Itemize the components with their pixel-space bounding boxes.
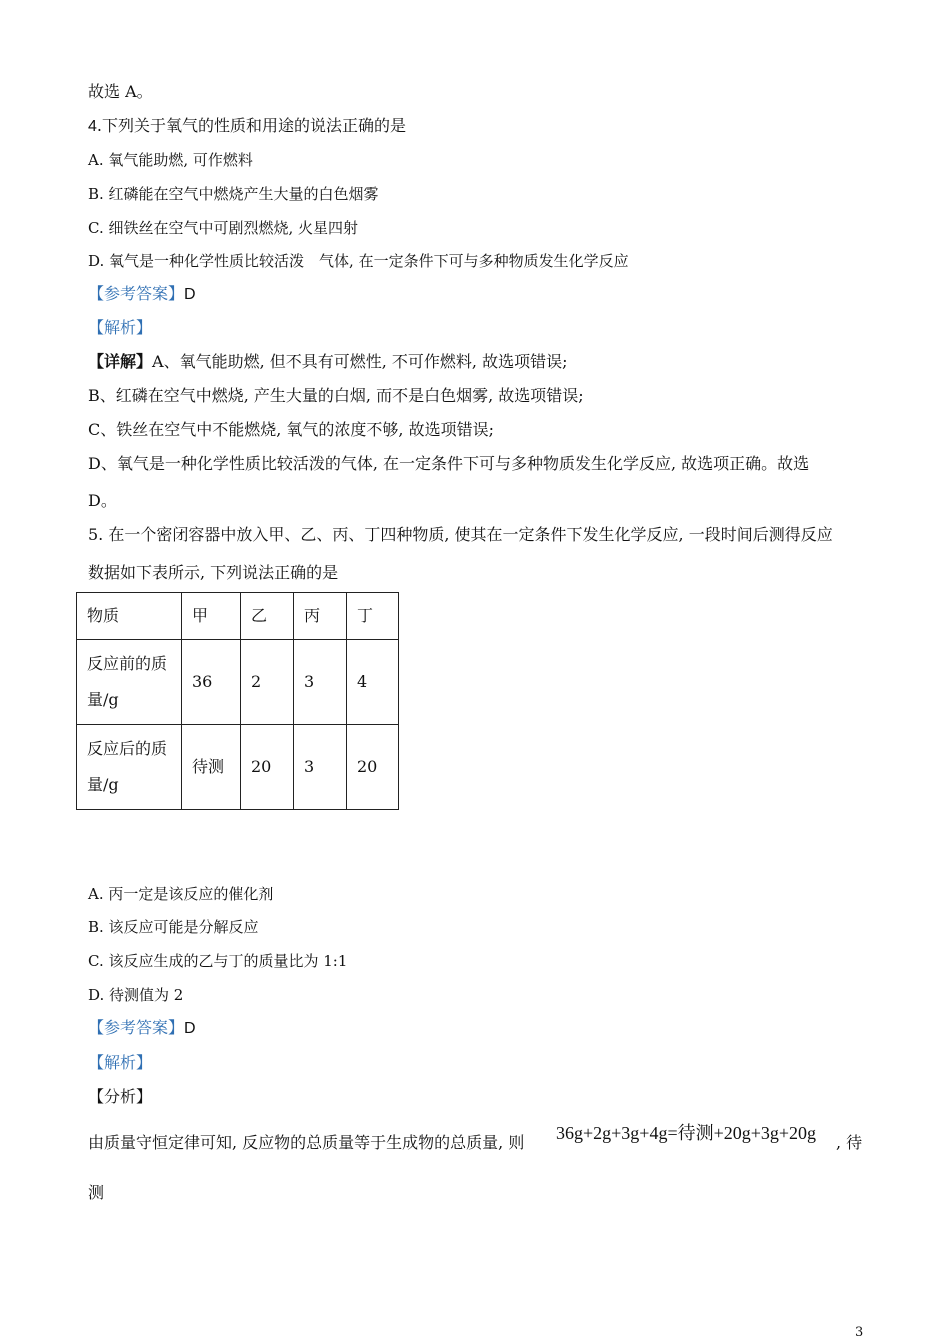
analysis-label: 【解析】 bbox=[88, 1053, 153, 1072]
option-a: A. 丙一定是该反应的催化剂 bbox=[88, 885, 274, 903]
option-d: D. 氧气是一种化学性质比较活泼 气体, 在一定条件下可与多种物质发生化学反应 bbox=[88, 252, 629, 270]
answer-label: 【参考答案】 bbox=[88, 1018, 185, 1037]
detail-line-c: C、铁丝在空气中不能燃烧, 氧气的浓度不够, 故选项错误; bbox=[88, 420, 494, 439]
detail-line-d-cont: D。 bbox=[88, 491, 117, 510]
text-line: 故选 A。 bbox=[88, 82, 153, 101]
detail-line-b: B、红磷在空气中燃烧, 产生大量的白烟, 而不是白色烟雾, 故选项错误; bbox=[88, 386, 584, 405]
table-cell: 36 bbox=[182, 640, 241, 725]
answer-label: 【参考答案】 bbox=[88, 284, 185, 303]
table-cell: 甲 bbox=[182, 593, 241, 640]
table-cell: 反应后的质量/g bbox=[77, 725, 182, 810]
table-cell: 丙 bbox=[294, 593, 347, 640]
detail-line-a bbox=[88, 352, 567, 372]
table-row bbox=[77, 640, 399, 725]
question-number: 4 bbox=[88, 118, 97, 135]
table-cell: 待测 bbox=[182, 725, 241, 810]
question-5-stem-cont: 数据如下表所示, 下列说法正确的是 bbox=[88, 563, 339, 582]
analysis-section-label: 【分析】 bbox=[88, 1087, 153, 1106]
table-cell: 4 bbox=[347, 640, 399, 725]
answer-line bbox=[88, 284, 196, 305]
answer-value: D bbox=[184, 286, 196, 303]
table-cell: 3 bbox=[294, 640, 347, 725]
question-4-stem bbox=[88, 116, 406, 137]
answer-value: D bbox=[184, 1020, 196, 1037]
table-cell: 2 bbox=[241, 640, 294, 725]
table-cell: 乙 bbox=[241, 593, 294, 640]
analysis-label: 【解析】 bbox=[88, 318, 153, 337]
option-b: B. 该反应可能是分解反应 bbox=[88, 918, 259, 936]
page-number: 3 bbox=[855, 1325, 864, 1340]
detail-text: A、氧气能助燃, 但不具有可燃性, 不可作燃料, 故选项错误; bbox=[152, 352, 568, 371]
option-c: C. 细铁丝在空气中可剧烈燃烧, 火星四射 bbox=[88, 219, 359, 237]
answer-line bbox=[88, 1018, 196, 1039]
table-cell: 20 bbox=[347, 725, 399, 810]
option-d: D. 待测值为 2 bbox=[88, 986, 184, 1004]
mass-equation: 36g+2g+3g+4g=待测+20g+3g+20g bbox=[556, 1123, 817, 1143]
table-row bbox=[77, 593, 399, 640]
question-5-stem: 5. 在一个密闭容器中放入甲、乙、丙、丁四种物质, 使其在一定条件下发生化学反应, 一段时间后测得反应 bbox=[88, 525, 833, 544]
question-text: .下列关于氧气的性质和用途的说法正确的是 bbox=[96, 116, 406, 135]
table-cell: 反应前的质量/g bbox=[77, 640, 182, 725]
table-cell: 3 bbox=[294, 725, 347, 810]
option-c: C. 该反应生成的乙与丁的质量比为 1:1 bbox=[88, 952, 348, 970]
table-cell: 丁 bbox=[347, 593, 399, 640]
table-cell: 物质 bbox=[77, 593, 182, 640]
detail-label: 【详解】 bbox=[88, 352, 153, 371]
table-cell: 20 bbox=[241, 725, 294, 810]
detail-line-d: D、氧气是一种化学性质比较活泼的气体, 在一定条件下可与多种物质发生化学反应, 故选项正确。故选 bbox=[88, 454, 810, 473]
option-a: A. 氧气能助燃, 可作燃料 bbox=[88, 151, 253, 169]
data-table bbox=[76, 592, 399, 810]
option-b: B. 红磷能在空气中燃烧产生大量的白色烟雾 bbox=[88, 185, 379, 203]
conclusion-cont: 测 bbox=[88, 1183, 105, 1202]
conclusion-tail: , 待 bbox=[836, 1133, 863, 1152]
table-row bbox=[77, 725, 399, 810]
conclusion-text: 由质量守恒定律可知, 反应物的总质量等于生成物的总质量, 则 bbox=[88, 1133, 525, 1152]
